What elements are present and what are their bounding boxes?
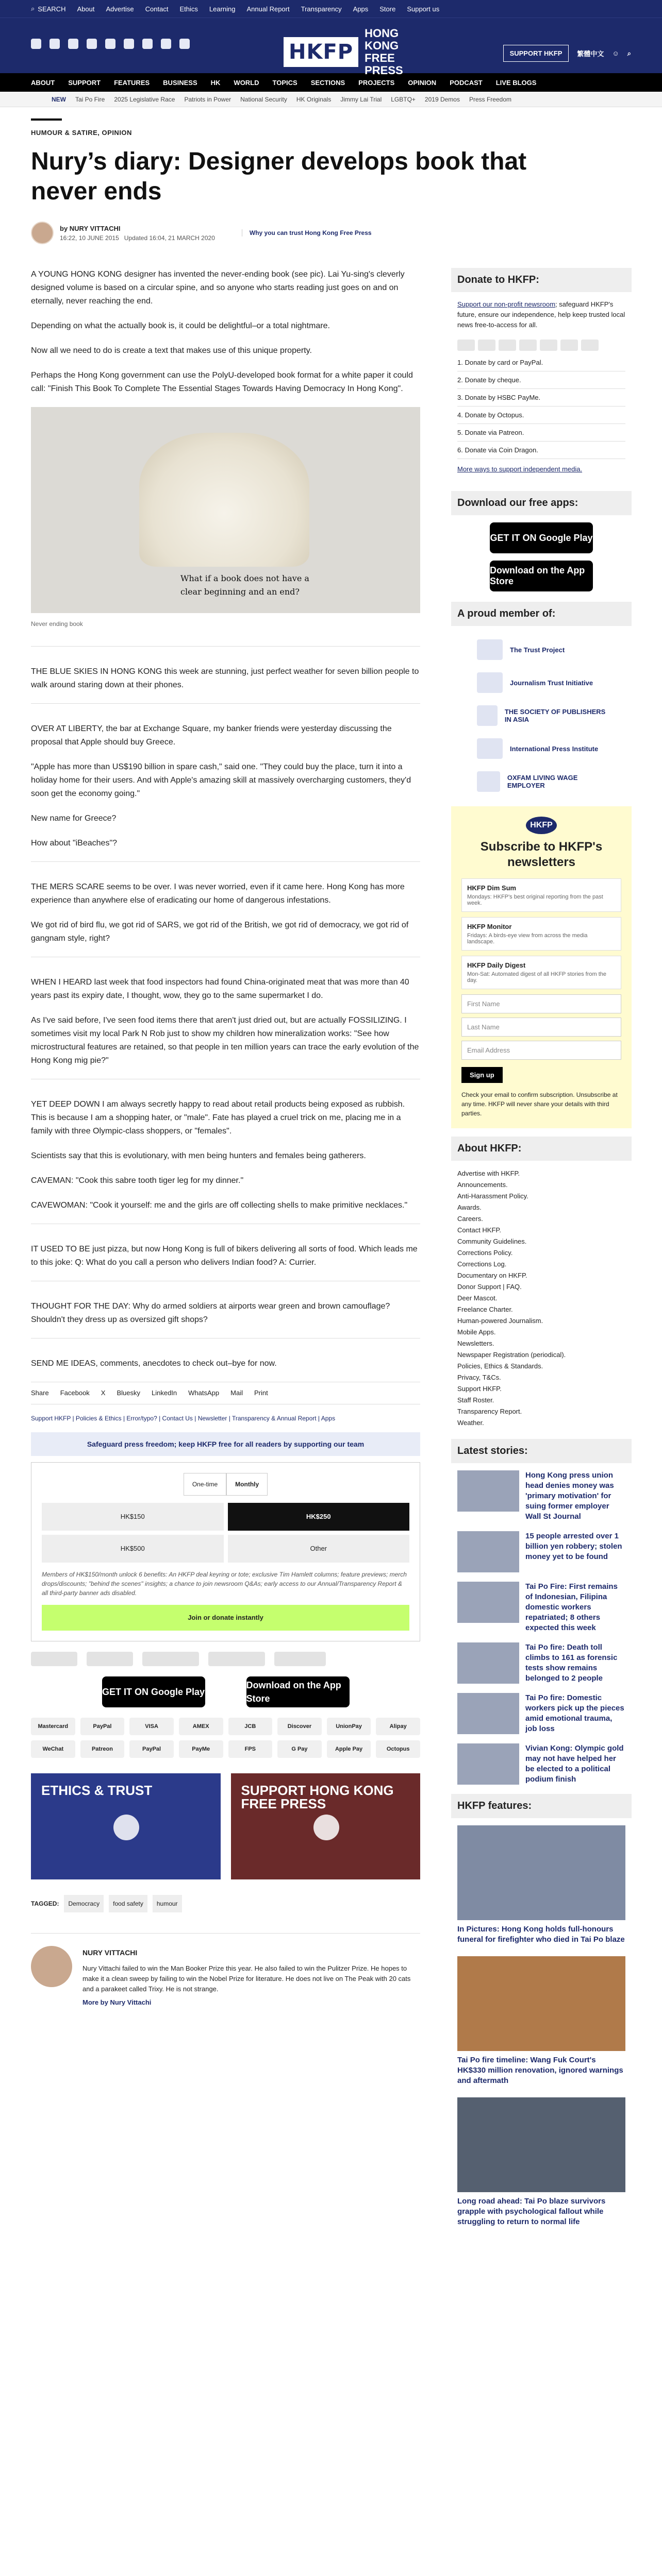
- payment-logo: JCB: [228, 1718, 273, 1735]
- ipi-logo[interactable]: [208, 1652, 265, 1666]
- story-item[interactable]: [457, 1470, 625, 1522]
- paypal-icon: [499, 340, 516, 351]
- paragraph: A YOUNG HONG KONG designer has invented the never-ending book (see pic). Lai Yu-sing's cleverly designed volume is based on a circular spine, and so anyone who starts reading just goes on and on eternally, never reaching the end.: [31, 270, 405, 306]
- amount-option[interactable]: HK$500: [42, 1535, 224, 1563]
- nav-item[interactable]: TOPICS: [272, 78, 297, 87]
- open-book-image: [139, 433, 309, 567]
- share-whatsapp-link[interactable]: WhatsApp: [188, 1389, 220, 1397]
- sopa-logo: [477, 705, 498, 726]
- subnav-item[interactable]: National Security: [240, 95, 287, 103]
- payment-logo: PayPal: [80, 1718, 125, 1735]
- donation-way[interactable]: 6. Donate via Coin Dragon.: [457, 442, 625, 459]
- newsletter-option[interactable]: HKFP Dim Sum Mondays: HKFP's best original reporting from the past week.: [461, 878, 621, 912]
- author-photo[interactable]: [31, 1946, 72, 1987]
- subnav-item[interactable]: Patriots in Power: [184, 95, 231, 103]
- sopa-logo[interactable]: [142, 1652, 199, 1666]
- paragraph: WHEN I HEARD last week that food inspectors had found China-originated meat that was more than 40 years past its expiry date, I thought, wow, they go to the same supermarket I do.: [31, 978, 409, 1000]
- payment-logo: Discover: [277, 1718, 322, 1735]
- feature-item[interactable]: [457, 1825, 625, 1945]
- subnav-item[interactable]: Tai Po Fire: [75, 95, 105, 103]
- divider: [31, 861, 420, 862]
- story-thumbnail[interactable]: [457, 1693, 519, 1734]
- story-title[interactable]: Tai Po fire: Domestic workers pick up the pieces amid emotional trauma, job loss: [525, 1693, 624, 1733]
- donation-way[interactable]: 4. Donate by Octopus.: [457, 406, 625, 424]
- paragraph: OVER AT LIBERTY, the bar at Exchange Square, my banker friends were yesterday discussing the proposal that Apple should buy Greece.: [31, 724, 392, 747]
- subnav-item[interactable]: 2025 Legislative Race: [114, 95, 175, 103]
- payment-logo: AMEX: [179, 1718, 223, 1735]
- visa-icon: [478, 340, 495, 351]
- site-header: [0, 18, 662, 77]
- about-link[interactable]: Community Guidelines.: [457, 1238, 527, 1245]
- payment-logo: Octopus: [376, 1740, 420, 1758]
- story-item[interactable]: [457, 1582, 625, 1633]
- more-by-author-link[interactable]: More by Nury Vittachi: [82, 1998, 152, 2006]
- oxfam-logo: [477, 771, 500, 792]
- about-link[interactable]: Announcements.: [457, 1181, 508, 1189]
- payment-methods: [31, 1718, 420, 1758]
- tags-label: TAGGED:: [31, 1900, 59, 1907]
- membership-perks: Members of HK$150/month unlock 6 benefits: An HKFP deal keyring or tote; exclusive Tim Hamlett columns; feature previews; merch drops/discounts; "behind the scenes" insights; a chance to join newsroom Q&As; early access to our Annual/Transparency Report & all third-party banner ads disabled.: [42, 1571, 407, 1597]
- paragraph: Depending on what the actually book is, it could be delightful–or a total nightmare.: [31, 321, 330, 330]
- join-donate-button[interactable]: Join or donate instantly: [42, 1605, 409, 1631]
- last-name-field[interactable]: Last Name: [461, 1018, 621, 1037]
- share-label: Share: [31, 1389, 49, 1397]
- divider: [31, 703, 420, 704]
- play-icon[interactable]: [113, 1815, 139, 1840]
- payment-logo: FPS: [228, 1740, 273, 1758]
- about-link[interactable]: Corrections Policy.: [457, 1249, 513, 1257]
- newsletter-option[interactable]: HKFP Daily Digest Mon-Sat: Automated digest of all HKFP stories from the day.: [461, 956, 621, 989]
- divider: [31, 646, 420, 647]
- topbar-link[interactable]: Learning: [209, 5, 236, 13]
- story-item[interactable]: [457, 1642, 625, 1684]
- story-thumbnail[interactable]: [457, 1531, 519, 1572]
- donation-way[interactable]: 2. Donate by cheque.: [457, 371, 625, 389]
- payment-logo: PayMe: [179, 1740, 223, 1758]
- newsletter-note: Check your email to confirm subscription. Unsubscribe at any time. HKFP will never share your details with third parties.: [461, 1091, 618, 1117]
- paragraph: CAVEMAN: "Cook this sabre tooth tiger leg for my dinner.": [31, 1176, 244, 1185]
- google-play-badge[interactable]: GET IT ON Google Play: [490, 522, 593, 553]
- feature-image[interactable]: [457, 1956, 625, 2051]
- story-thumbnail[interactable]: [457, 1470, 519, 1512]
- paragraph: THE MERS SCARE seems to be over. I was never worried, even if it came here. Hong Kong has more experience than anywhere else of eradicating our home of dangerous infestations.: [31, 883, 405, 905]
- social-links: [31, 39, 190, 49]
- play-icon[interactable]: [313, 1815, 339, 1840]
- nav-item[interactable]: SUPPORT: [68, 78, 101, 87]
- nav-item[interactable]: SECTIONS: [310, 78, 345, 87]
- subnav-item[interactable]: HK Originals: [296, 95, 332, 103]
- about-link[interactable]: Newspaper Registration (periodical).: [457, 1351, 566, 1359]
- subnav-item[interactable]: Jimmy Lai Trial: [340, 95, 382, 103]
- app-store-badge[interactable]: Download on the App Store: [490, 561, 593, 591]
- paragraph: CAVEWOMAN: "Cook it yourself: me and the girls are off collecting shells to make primitive necklaces.": [31, 1201, 408, 1210]
- bluesky-icon[interactable]: [179, 39, 190, 49]
- about-link[interactable]: Deer Mascot.: [457, 1294, 498, 1302]
- support-video[interactable]: SUPPORT HONG KONG FREE PRESS: [231, 1773, 421, 1879]
- latest-stories: [451, 1470, 632, 1785]
- ethics-video[interactable]: ETHICS & TRUST: [31, 1773, 221, 1879]
- email-field[interactable]: Email Address: [461, 1041, 621, 1060]
- payment-logo: G Pay: [277, 1740, 322, 1758]
- member-org[interactable]: The Trust Project: [451, 633, 632, 666]
- member-org[interactable]: Journalism Trust Initiative: [451, 666, 632, 699]
- nav-item[interactable]: LIVE BLOGS: [495, 78, 537, 87]
- sidebar: [451, 268, 632, 2239]
- about-link[interactable]: Donor Support | FAQ.: [457, 1283, 522, 1291]
- newsletter-heading: Subscribe to HKFP's newsletters: [480, 840, 603, 869]
- member-logos-row: [31, 1652, 420, 1666]
- search-link[interactable]: ⌕ SEARCH: [31, 5, 66, 13]
- mail-icon[interactable]: [161, 39, 171, 49]
- payment-logo: PayPal: [129, 1740, 174, 1758]
- google-play-badge[interactable]: GET IT ON Google Play: [102, 1676, 205, 1707]
- share-facebook-link[interactable]: Facebook: [60, 1389, 90, 1397]
- subnav-item[interactable]: LGBTQ+: [391, 95, 416, 103]
- story-title[interactable]: Vivian Kong: Olympic gold may not have helped her be elected to a political podium finish: [525, 1744, 624, 1784]
- topbar-link[interactable]: Contact: [145, 5, 169, 13]
- member-org[interactable]: OXFAM LIVING WAGE EMPLOYER: [451, 765, 632, 798]
- about-link[interactable]: Staff Roster.: [457, 1396, 494, 1404]
- payment-logo: Patreon: [80, 1740, 125, 1758]
- sub-nav: [0, 92, 662, 107]
- author-avatar[interactable]: [31, 222, 54, 244]
- topbar-link[interactable]: Transparency: [301, 5, 342, 13]
- share-x-link[interactable]: X: [101, 1389, 106, 1397]
- title-rule: [31, 118, 62, 121]
- about-link[interactable]: Anti-Harassment Policy.: [457, 1192, 528, 1200]
- tag[interactable]: food safety: [109, 1895, 147, 1912]
- about-link[interactable]: Weather.: [457, 1419, 484, 1427]
- author-name[interactable]: by NURY VITTACHI: [60, 224, 121, 232]
- feature-title[interactable]: In Pictures: Hong Kong holds full-honours funeral for firefighter who died in Tai Po blaze: [457, 1925, 625, 1944]
- paragraph: YET DEEP DOWN I am always secretly happy to read about retail products being exposed as rubbish. This is because I am a shopping hater, or "male". Fate has played a cruel trick on me, placing me in a family with three Olympic-class shoppers, or "females".: [31, 1100, 405, 1136]
- paragraph: As I've said before, I've seen food items there that aren't just dried out, but are actually FOSSILIZING. I sometimes visit my local Park N Rob just to show my children how mineralization works: "See how microstructural features are retained, so that people in ten million years can trace the early evolution of the Hong Kong mig pie?": [31, 1016, 419, 1065]
- about-link[interactable]: Careers.: [457, 1215, 483, 1223]
- about-link[interactable]: Transparency Report.: [457, 1408, 522, 1415]
- donation-widget: [31, 1462, 420, 1641]
- share-bar: [31, 1382, 420, 1404]
- one-time-tab[interactable]: One-time: [184, 1473, 226, 1496]
- support-banner[interactable]: Safeguard press freedom; keep HKFP free for all readers by supporting our team: [31, 1432, 420, 1456]
- about-link[interactable]: Freelance Charter.: [457, 1306, 513, 1313]
- donation-way[interactable]: 1. Donate by card or PayPal.: [457, 354, 625, 371]
- paragraph: IT USED TO BE just pizza, but now Hong Kong is full of bikers delivering all sorts of food. Which leads me to this joke: Q: What do you call a person who delivers Indian food? A: Currier.: [31, 1245, 418, 1267]
- about-link[interactable]: Awards.: [457, 1204, 482, 1211]
- app-store-badge[interactable]: Download on the App Store: [246, 1676, 350, 1707]
- amount-option[interactable]: HK$150: [42, 1503, 224, 1531]
- donate-heading: Donate to HKFP:: [451, 268, 632, 292]
- telegram-icon[interactable]: [124, 39, 134, 49]
- tag[interactable]: humour: [153, 1895, 182, 1912]
- author-bio: Nury Vittachi failed to win the Man Booker Prize this year. He also failed to win the Pulitzer Prize. He hopes to make it a clean sweep by failing to win the Nobel Prize for literature. He does not live on The Peak with 20 cats and a parakeet called Trixy. He is not strange.: [82, 1964, 411, 1993]
- topbar-link[interactable]: Store: [379, 5, 396, 13]
- more-ways-link[interactable]: More ways to support independent media.: [457, 465, 583, 473]
- member-heading: A proud member of:: [451, 602, 632, 626]
- mastercard-icon: [457, 340, 475, 351]
- logo-name: HONG KONG FREE PRESS: [365, 27, 403, 77]
- payment-logo: UnionPay: [327, 1718, 371, 1735]
- x-icon[interactable]: [49, 39, 60, 49]
- author-box: [31, 1933, 420, 2011]
- payment-icons: [451, 336, 632, 354]
- about-links: [451, 1168, 632, 1429]
- donation-way[interactable]: 3. Donate by HSBC PayMe.: [457, 389, 625, 406]
- nav-item[interactable]: BUSINESS: [163, 78, 197, 87]
- ipi-logo: [477, 738, 503, 759]
- nav-item[interactable]: HK: [210, 78, 221, 87]
- story-thumbnail[interactable]: [457, 1582, 519, 1623]
- logo-mark: HKFP: [284, 37, 358, 67]
- amex-icon: [519, 340, 537, 351]
- oxfam-logo[interactable]: [274, 1652, 326, 1666]
- about-heading: About HKFP:: [451, 1137, 632, 1161]
- feature-title[interactable]: Long road ahead: Tai Po blaze survivors grapple with psychological fallout while struggling to return to normal life: [457, 2197, 606, 2226]
- article-title: Nury’s diary: Designer develops book that never ends: [31, 148, 527, 205]
- topbar-link[interactable]: About: [77, 5, 95, 13]
- trust-project-logo[interactable]: [31, 1652, 77, 1666]
- paragraph: How about "iBeaches"?: [31, 839, 118, 848]
- story-title[interactable]: 15 people arrested over 1 billion yen robbery; stolen money yet to be found: [525, 1532, 622, 1561]
- feature-image[interactable]: [457, 2097, 625, 2192]
- support-newsroom-link[interactable]: Support our non-profit newsroom: [457, 300, 556, 308]
- payment-logo: Apple Pay: [327, 1740, 371, 1758]
- youtube-icon[interactable]: [105, 39, 115, 49]
- monthly-tab[interactable]: Monthly: [226, 1473, 268, 1496]
- instagram-icon[interactable]: [68, 39, 78, 49]
- nav-item[interactable]: WORLD: [234, 78, 259, 87]
- share-linkedin-link[interactable]: LinkedIn: [152, 1389, 177, 1397]
- about-link[interactable]: Corrections Log.: [457, 1260, 507, 1268]
- topbar-link[interactable]: Ethics: [179, 5, 198, 13]
- jti-logo[interactable]: [87, 1652, 133, 1666]
- image-caption: Never ending book: [31, 620, 83, 628]
- payment-logo: WeChat: [31, 1740, 75, 1758]
- hkfp-logo-icon: HKFP: [526, 817, 557, 834]
- paragraph: SEND ME IDEAS, comments, anecdotes to check out–bye for now.: [31, 1359, 277, 1368]
- site-logo[interactable]: [284, 27, 426, 77]
- feature-image[interactable]: [457, 1825, 625, 1920]
- story-title[interactable]: Tai Po Fire: First remains of Indonesian, Filipina domestic workers repatriated; 8 others expected this week: [525, 1582, 618, 1632]
- nav-item[interactable]: PROJECTS: [358, 78, 395, 87]
- share-mail-link[interactable]: Mail: [230, 1389, 243, 1397]
- newsletter-signup: [451, 806, 632, 1128]
- nav-item[interactable]: FEATURES: [114, 78, 150, 87]
- topbar-link[interactable]: Support us: [407, 5, 440, 13]
- about-link[interactable]: Privacy, T&Cs.: [457, 1374, 501, 1381]
- amount-option-selected[interactable]: HK$250: [228, 1503, 410, 1531]
- publish-date: 16:22, 10 JUNE 2015 Updated 16:04, 21 MARCH 2020: [60, 234, 215, 242]
- story-title[interactable]: Hong Kong press union head denies money was 'primary motivation' for suing former employer Wall St Journal: [525, 1471, 614, 1521]
- nav-item[interactable]: PODCAST: [450, 78, 483, 87]
- feature-title[interactable]: Tai Po fire timeline: Wang Fuk Court's HK$330 million renovation, ignored warnings and aftermath: [457, 2056, 623, 2085]
- story-item[interactable]: [457, 1743, 625, 1785]
- apps-heading: Download our free apps:: [451, 491, 632, 515]
- unionpay-icon: [560, 340, 578, 351]
- payment-logo: VISA: [129, 1718, 174, 1735]
- about-link[interactable]: Documentary on HKFP.: [457, 1272, 527, 1279]
- topbar-link[interactable]: Annual Report: [246, 5, 290, 13]
- amount-option-other[interactable]: Other: [228, 1535, 410, 1563]
- top-utility-bar: [0, 0, 662, 18]
- latest-heading: Latest stories:: [451, 1439, 632, 1463]
- print-link[interactable]: Print: [254, 1389, 268, 1397]
- facebook-icon[interactable]: [31, 39, 41, 49]
- features-heading: HKFP features:: [451, 1794, 632, 1818]
- article-category[interactable]: HUMOUR & SATIRE, OPINION: [31, 129, 132, 137]
- story-item[interactable]: [457, 1531, 625, 1572]
- about-link[interactable]: Support HKFP.: [457, 1385, 502, 1393]
- donate-intro: Support our non-profit newsroom; safeguard HKFP's future, ensure our independence, help keep trusted local news free-to-access for all.: [457, 300, 625, 329]
- donation-way[interactable]: 5. Donate via Patreon.: [457, 424, 625, 442]
- paragraph: New name for Greece?: [31, 814, 117, 823]
- image-inner-text: What if a book does not have a clear beginning and an end?: [180, 573, 309, 597]
- newsletter-option[interactable]: HKFP Monitor Fridays: A birds-eye view from across the media landscape.: [461, 917, 621, 951]
- alipay-icon: [581, 340, 599, 351]
- feature-item[interactable]: [457, 2097, 625, 2227]
- byline: [31, 222, 372, 244]
- about-link[interactable]: Mobile Apps.: [457, 1328, 496, 1336]
- article-body: [31, 268, 420, 2011]
- article-footer-links[interactable]: Support HKFP | Policies & Ethics | Error/typo? | Contact Us | Newsletter | Transparency & Annual Report | Apps: [31, 1415, 336, 1422]
- jti-logo: [477, 672, 503, 693]
- first-name-field[interactable]: First Name: [461, 994, 621, 1013]
- about-link[interactable]: Policies, Ethics & Standards.: [457, 1362, 543, 1370]
- support-hkfp-button[interactable]: SUPPORT HKFP: [503, 45, 569, 62]
- story-thumbnail[interactable]: [457, 1642, 519, 1684]
- paragraph: THOUGHT FOR THE DAY: Why do armed soldiers at airports wear green and brown camouflage? Shouldn't they dress up as oversized gift shops?: [31, 1302, 390, 1324]
- paragraph: Perhaps the Hong Kong government can use the PolyU-developed book format for a white paper it could call: "Finish This Book To Complete The Essential Stages Towards Having Democracy In Hong Kong".: [31, 371, 413, 393]
- about-link[interactable]: Human-powered Journalism.: [457, 1317, 543, 1325]
- paragraph: We got rid of bird flu, we got rid of SARS, we got rid of the British, we got rid of democracy, we got rid of gangnam style, right?: [31, 921, 409, 943]
- linkedin-icon[interactable]: [142, 39, 153, 49]
- jcb-icon: [540, 340, 557, 351]
- nav-item[interactable]: ABOUT: [31, 78, 55, 87]
- payment-logo: Mastercard: [31, 1718, 75, 1735]
- sign-up-button[interactable]: Sign up: [461, 1067, 503, 1083]
- tags: [31, 1895, 420, 1912]
- paragraph: "Apple has more than US$190 billion in spare cash," said one. "They could buy the place, turn it into a holiday home for their users. And with Apple's amazing skill at massively overcharging customers, they'd soon get the economy going.": [31, 762, 411, 798]
- share-bluesky-link[interactable]: Bluesky: [117, 1389, 140, 1397]
- subnav-item[interactable]: Press Freedom: [469, 95, 511, 103]
- about-link[interactable]: Newsletters.: [457, 1340, 494, 1347]
- trust-link[interactable]: Why you can trust Hong Kong Free Press: [242, 229, 372, 236]
- author-box-name[interactable]: NURY VITTACHI: [82, 1948, 138, 1957]
- trust-project-logo: [477, 639, 503, 660]
- about-link[interactable]: Contact HKFP.: [457, 1226, 502, 1234]
- paragraph: Now all we need to do is create a text that makes use of this unique property.: [31, 346, 312, 355]
- paragraph: THE BLUE SKIES IN HONG KONG this week are stunning, just perfect weather for seven billion people to walk around staring down at their phones.: [31, 667, 419, 689]
- tag[interactable]: Democracy: [64, 1895, 104, 1912]
- story-title[interactable]: Tai Po fire: Death toll climbs to 161 as forensic tests show remains belonged to 2 people: [525, 1643, 618, 1683]
- feature-item[interactable]: [457, 1956, 625, 2086]
- topbar-link[interactable]: Apps: [353, 5, 369, 13]
- member-org[interactable]: THE SOCIETY OF PUBLISHERS IN ASIA: [451, 699, 632, 732]
- nav-item[interactable]: OPINION: [408, 78, 437, 87]
- language-link[interactable]: 繁體中文: [577, 50, 604, 58]
- article-image[interactable]: [31, 407, 420, 613]
- account-icon[interactable]: ☺: [612, 49, 619, 57]
- story-item[interactable]: [457, 1693, 625, 1734]
- paragraph: Scientists say that this is evolutionary, with men being hunters and females being gatherers.: [31, 1151, 366, 1160]
- about-link[interactable]: Advertise with HKFP.: [457, 1170, 520, 1177]
- topbar-link[interactable]: Advertise: [106, 5, 134, 13]
- subnav-item[interactable]: 2019 Demos: [424, 95, 460, 103]
- story-thumbnail[interactable]: [457, 1743, 519, 1785]
- member-org[interactable]: International Press Institute: [451, 732, 632, 765]
- donation-ways: [451, 354, 632, 459]
- search-icon: ⌕: [31, 5, 35, 12]
- search-icon[interactable]: ⌕: [627, 49, 631, 57]
- threads-icon[interactable]: [87, 39, 97, 49]
- new-badge: NEW: [52, 95, 66, 103]
- payment-logo: Alipay: [376, 1718, 420, 1735]
